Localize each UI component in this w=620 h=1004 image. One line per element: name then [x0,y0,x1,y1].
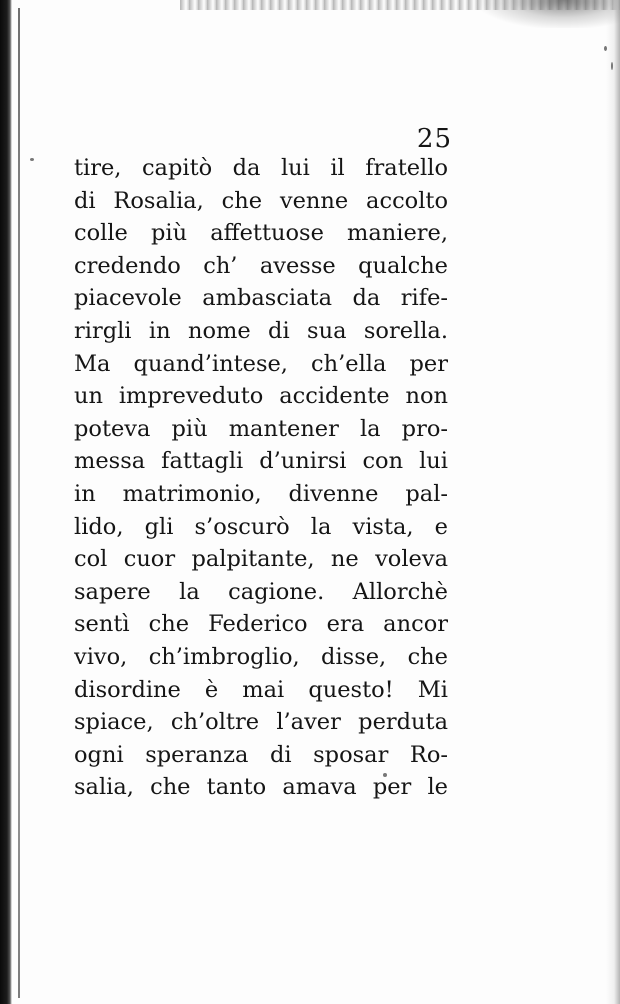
text-line: Ma quand’intese, ch’ella per [74,350,448,377]
text-line: disordine è mai questo! Mi [74,676,448,703]
text-line: colle più affettuose maniere, [74,220,448,247]
page-binding-edge [0,0,12,1004]
text-line: un impreveduto accidente non [74,383,448,410]
text-line: piacevole ambasciata da rife- [74,285,448,312]
text-line: tire, capitò da lui il fratello [74,155,448,181]
text-line: messa fattagli d’unirsi con lui [74,448,448,475]
text-line: credendo ch’ avesse qualche [74,252,448,279]
ink-speck [604,46,607,51]
text-line: salia, che tanto amava per le [74,774,448,801]
text-line: ogni speranza di sposar Ro- [74,741,448,768]
text-line: col cuor palpitante, ne voleva [74,546,448,573]
ink-speck [30,158,34,161]
top-corner-stain [480,0,620,28]
text-line: sapere la cagione. Allorchè [74,578,448,605]
text-line: lido, gli s’oscurò la vista, e [74,513,448,540]
text-line: in matrimonio, divenne pal- [74,480,448,507]
page-gutter-line [18,8,20,998]
text-line: di Rosalia, che venne accolto [74,187,448,214]
right-edge-shadow [606,0,620,1004]
text-line: poteva più mantener la pro- [74,415,448,442]
body-text [74,152,448,804]
text-line: rirgli in nome di sua sorella. [74,317,448,344]
ink-speck [611,62,613,70]
text-line: vivo, ch’imbroglio, disse, che [74,643,448,670]
text-line: spiace, ch’oltre l’aver perduta [74,709,448,736]
page-number: 25 [416,124,452,154]
text-line: sentì che Federico era ancor [74,611,448,638]
